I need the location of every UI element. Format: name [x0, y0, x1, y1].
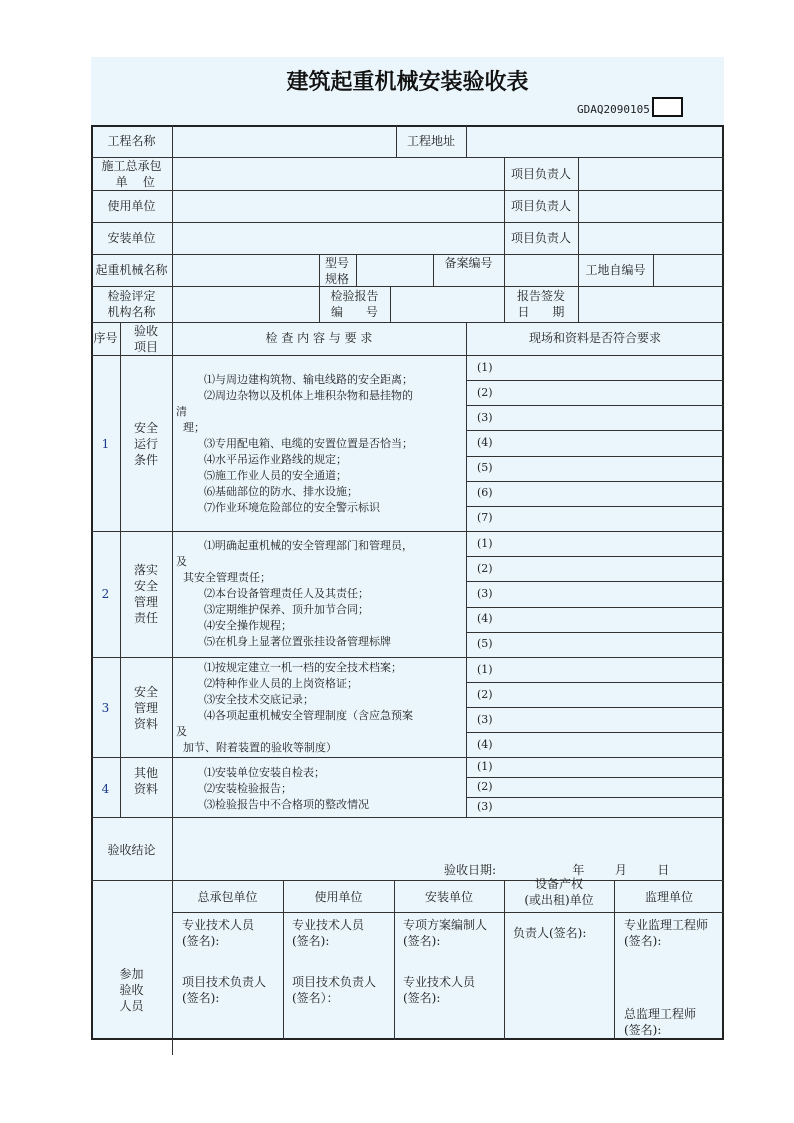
sign-user-tech-lead[interactable]: 项目技术负责人 (签名）： [292, 975, 377, 1005]
install-unit-input[interactable] [173, 223, 503, 253]
form-title: 建筑起重机械安装验收表 [286, 70, 529, 95]
check-item-input[interactable] [500, 778, 722, 796]
label-project-address: 工程地址 [406, 134, 455, 148]
unit-user: 使用单位 [314, 890, 363, 904]
section-4-name: 其他 资料 [133, 766, 158, 796]
check-item-input[interactable] [500, 633, 722, 656]
section-3-name: 安全 管理 资料 [133, 685, 158, 731]
label-project-manager-3: 项目负责人 [510, 231, 571, 245]
form-code: GDAQ2090105 [577, 103, 650, 116]
label-crane-name: 起重机械名称 [95, 263, 168, 277]
section-2-name: 落实 安全 管理 责任 [133, 563, 158, 625]
participants-label: 参加 验收 人员 [119, 967, 144, 1013]
section-1-no: 1 [101, 437, 110, 451]
check-item-input[interactable] [500, 582, 722, 605]
project-manager-input-3[interactable] [579, 223, 722, 253]
unit-supervisor: 监理单位 [644, 890, 693, 904]
project-name-input[interactable] [173, 126, 395, 156]
label-report-no: 检验报告 编 号 [330, 289, 379, 319]
check-item-label: (4) [477, 436, 493, 449]
check-item-input[interactable] [500, 557, 722, 580]
check-item-input[interactable] [500, 507, 722, 530]
label-project-manager-1: 项目负责人 [510, 167, 571, 181]
project-address-input[interactable] [467, 126, 722, 156]
conclusion-date: 验收日期: 年 月 日 [444, 863, 670, 877]
col-no: 序号 [93, 331, 118, 345]
check-item-input[interactable] [500, 431, 722, 454]
sign-chief-supervisor[interactable]: 总监理工程师 (签名): [624, 1007, 697, 1037]
sign-owner-lead[interactable]: 负责人(签名): [513, 926, 587, 940]
check-item-input[interactable] [500, 532, 722, 555]
check-item-label: (3) [477, 587, 493, 600]
check-item-label: (5) [477, 637, 493, 651]
check-item-input[interactable] [500, 457, 722, 480]
check-item-input[interactable] [500, 608, 722, 631]
check-item-label: (7) [477, 511, 493, 525]
check-item-label: (1) [477, 760, 493, 773]
check-item-label: (1) [477, 662, 493, 676]
label-user-unit: 使用单位 [107, 199, 156, 213]
user-unit-input[interactable] [173, 191, 503, 221]
check-item-label: (4) [477, 737, 493, 751]
check-item-label: (4) [477, 612, 493, 626]
sign-user-tech[interactable]: 专业技术人员 (签名): [292, 918, 365, 948]
label-install-unit: 安装单位 [107, 231, 156, 245]
label-project-manager-2: 项目负责人 [510, 199, 571, 213]
project-manager-input-1[interactable] [579, 158, 722, 189]
label-model: 型号 规格 [325, 256, 350, 286]
check-item-input[interactable] [500, 356, 722, 379]
label-record-no: 备案编号 [444, 256, 493, 270]
check-item-label: (3) [477, 712, 493, 726]
check-item-label: (5) [477, 461, 493, 475]
label-report-date: 报告签发 日 期 [516, 289, 565, 319]
check-item-label: (6) [477, 486, 493, 500]
section-3-no: 3 [101, 701, 110, 715]
section-4-no: 4 [101, 782, 110, 796]
project-manager-input-2[interactable] [579, 191, 722, 221]
check-item-label: (2) [477, 780, 493, 793]
check-item-label: (2) [477, 687, 493, 701]
check-item-input[interactable] [500, 798, 722, 816]
check-item-input[interactable] [500, 708, 722, 731]
check-item-label: (3) [477, 410, 493, 424]
section-2-no: 2 [101, 587, 110, 601]
check-item-input[interactable] [500, 658, 722, 681]
sign-gc-tech[interactable]: 专业技术人员 (签名): [182, 918, 255, 948]
conclusion-label: 验收结论 [107, 843, 156, 857]
check-item-input[interactable] [500, 381, 722, 404]
sign-supervisor-engineer[interactable]: 专业监理工程师 (签名): [624, 918, 709, 948]
check-item-label: (2) [477, 561, 493, 575]
unit-general-contractor: 总承包单位 [197, 890, 258, 904]
unit-equipment-owner: 设备产权 (或出租)单位 [524, 877, 594, 907]
check-item-input[interactable] [500, 406, 722, 429]
check-item-input[interactable] [500, 683, 722, 706]
col-content: 检 查 内 容 与 要 求 [265, 331, 373, 345]
sign-installer-plan[interactable]: 专项方案编制人 (签名): [403, 918, 488, 948]
section-2-content: ⑴明确起重机械的安全管理部门和管理员， 及 其安全管理责任； ⑵本台设备管理责任人及其责任； ⑶定期维护保养、顶升加节合同； ⑷安全操作规程； ⑸在机身上显著位置张挂设备管理标牌 [176, 539, 413, 648]
check-item-input[interactable] [500, 482, 722, 505]
section-3-content: ⑴按规定建立一机一档的安全技术档案； ⑵特种作业人员的上岗资格证； ⑶安全技术交底记录； ⑷各项起重机械安全管理制度（含应急预案 及 加节、附着装置的验收等制度） [176, 661, 413, 754]
section-1-content: ⑴与周边建构筑物、输电线路的安全距离； ⑵周边杂物以及机体上堆积杂物和悬挂物的 清 理； ⑶专用配电箱、电缆的安置位置是否恰当； ⑷水平吊运作业路线的规定； ⑸施工作业人员的安全通道； ⑹基础部位的防水、排水设施； ⑺作业环境危险部位的安全警示标识 [176, 373, 413, 514]
check-item-label: (1) [477, 536, 493, 550]
label-project-name: 工程名称 [107, 134, 156, 148]
label-inspection-org: 检验评定 机构名称 [107, 289, 156, 319]
unit-installer: 安装单位 [424, 890, 473, 904]
check-item-input[interactable] [500, 758, 722, 776]
form-code-box[interactable] [652, 97, 683, 117]
sign-gc-tech-lead[interactable]: 项目技术负责人 (签名): [182, 975, 267, 1005]
label-general-contractor: 施工总承包 单 位 [101, 159, 162, 189]
section-4-content: ⑴安装单位安装自检表； ⑵安装检验报告； ⑶检验报告中不合格项的整改情况 [203, 766, 369, 811]
section-1-name: 安全 运行 条件 [133, 421, 158, 467]
col-item: 验收 项目 [133, 324, 158, 354]
sign-installer-tech[interactable]: 专业技术人员 (签名): [403, 975, 476, 1005]
check-item-label: (1) [477, 360, 493, 374]
check-item-label: (3) [477, 800, 493, 813]
general-contractor-input[interactable] [173, 158, 503, 189]
col-result: 现场和资料是否符合要求 [528, 331, 661, 345]
label-site-no: 工地自编号 [585, 263, 646, 277]
check-item-input[interactable] [500, 733, 722, 756]
conclusion-input[interactable] [173, 818, 722, 858]
check-item-label: (2) [477, 385, 493, 399]
